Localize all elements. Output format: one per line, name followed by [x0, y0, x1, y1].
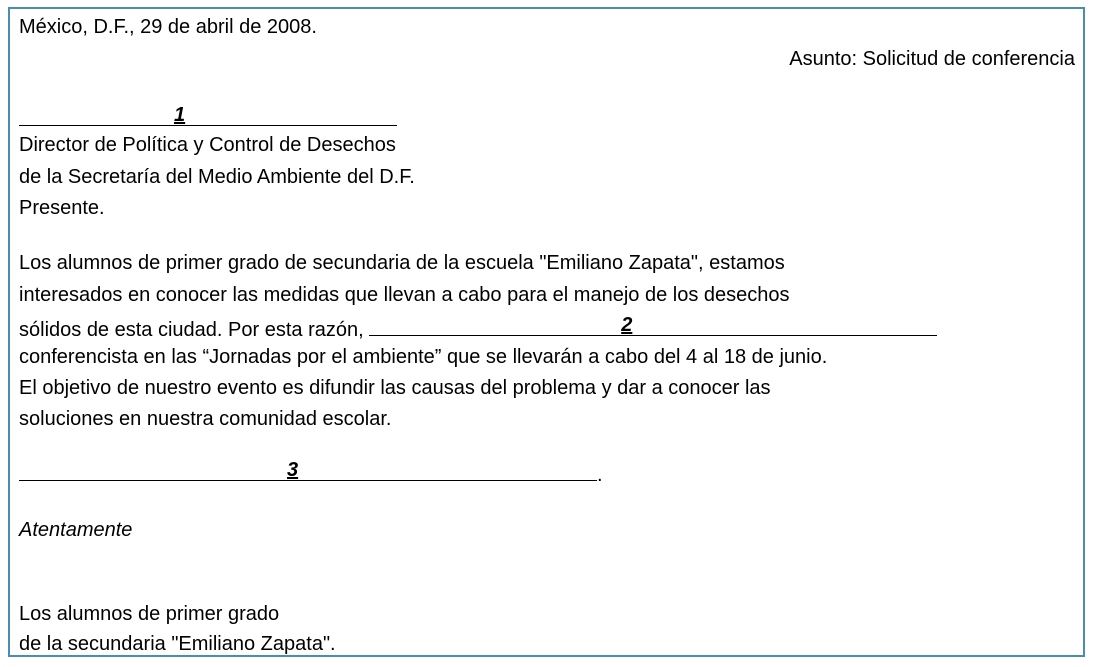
body-line-5: El objetivo de nuestro evento es difundir las causas del problema y dar a conocer las [19, 377, 771, 399]
recipient-line-2: de la Secretaría del Medio Ambiente del D.F. [19, 166, 415, 188]
closing: Atentamente [19, 519, 133, 541]
body-line-3 [19, 313, 937, 343]
blank-2 [369, 313, 937, 336]
recipient-line-1: Director de Política y Control de Desechos [19, 134, 396, 156]
body-line-2: interesados en conocer las medidas que llevan a cabo para el manejo de los desechos [19, 284, 790, 306]
blank-3-period: . [597, 464, 603, 486]
blank-1-number: 1 [174, 104, 186, 126]
signature-line-1: Los alumnos de primer grado [19, 603, 280, 625]
body-line-1: Los alumnos de primer grado de secundaria de la escuela "Emiliano Zapata", estamos [19, 252, 785, 274]
body-line-3-text: sólidos de esta ciudad. Por esta razón, [19, 319, 364, 341]
signature-line-2: de la secundaria "Emiliano Zapata". [19, 633, 336, 655]
body-line-4: conferencista en las “Jornadas por el ambiente” que se llevarán a cabo del 4 al 18 de junio. [19, 346, 828, 368]
blank-1-line [19, 103, 397, 133]
blank-1 [19, 103, 397, 126]
place-date: México, D.F., 29 de abril de 2008. [19, 16, 317, 38]
recipient-line-3: Presente. [19, 197, 105, 219]
blank-3 [19, 458, 597, 481]
blank-2-number: 2 [621, 314, 633, 336]
blank-3-number: 3 [287, 459, 299, 481]
blank-3-line [19, 458, 603, 488]
body-line-6: soluciones en nuestra comunidad escolar. [19, 408, 392, 430]
subject-line: Asunto: Solicitud de conferencia [789, 48, 1075, 70]
